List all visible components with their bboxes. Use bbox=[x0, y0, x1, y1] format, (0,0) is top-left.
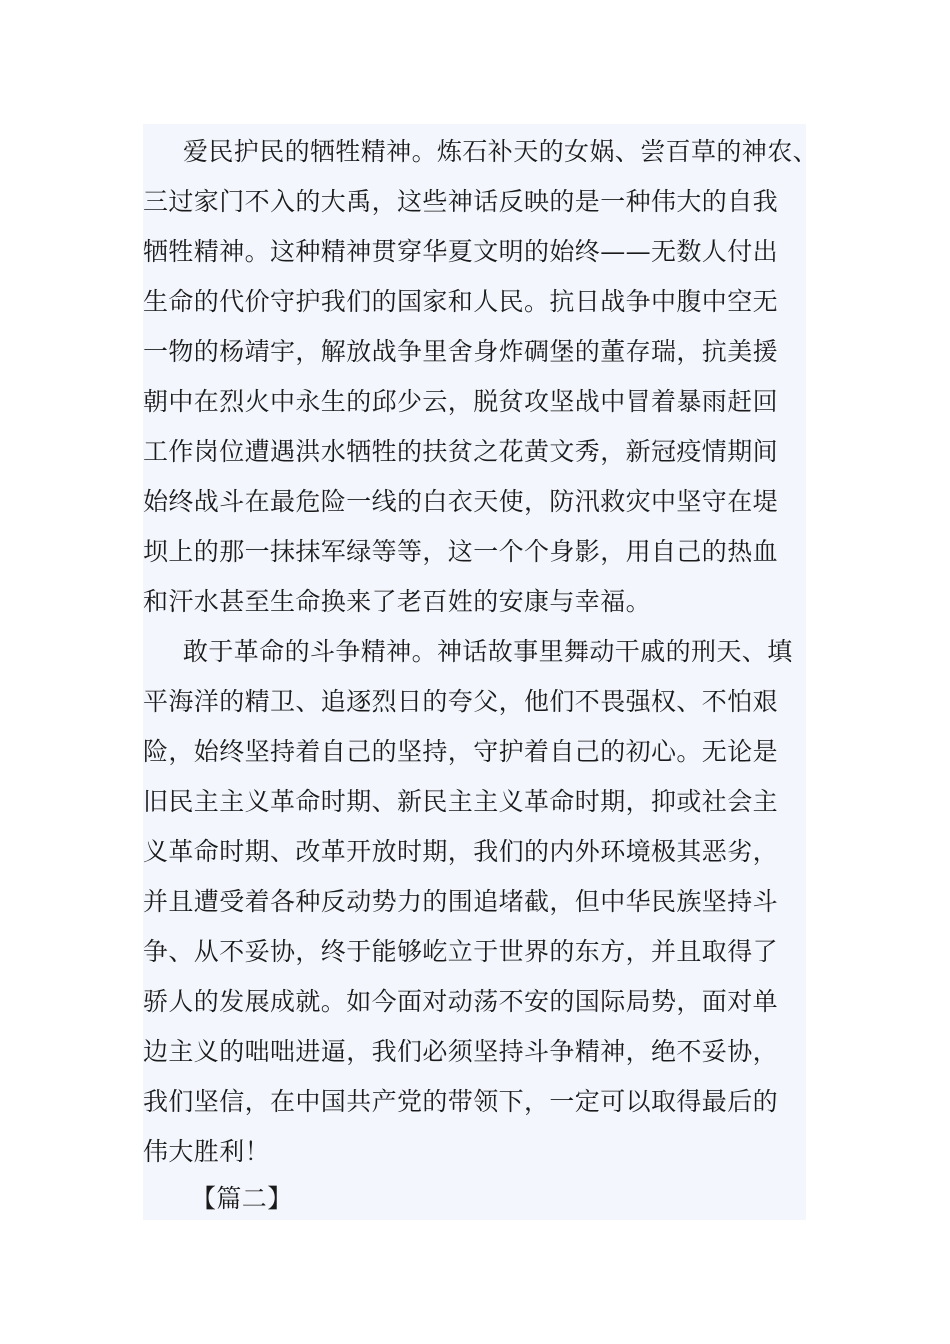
paragraph-2-line-10: 我们坚信，在中国共产党的带领下，一定可以取得最后的 bbox=[143, 1087, 779, 1116]
paragraph-1-line-6: 朝中在烈火中永生的邱少云，脱贫攻坚战中冒着暴雨赶回 bbox=[143, 387, 779, 416]
paragraph-1-line-5: 一物的杨靖宇，解放战争里舍身炸碉堡的董存瑞，抗美援 bbox=[143, 337, 779, 366]
paragraph-2-line-7: 争、从不妥协，终于能够屹立于世界的东方，并且取得了 bbox=[143, 937, 779, 966]
paragraph-1-line-9: 坝上的那一抹抹军绿等等，这一个个身影，用自己的热血 bbox=[143, 537, 779, 566]
paragraph-2-line-2: 平海洋的精卫、追逐烈日的夸父，他们不畏强权、不怕艰 bbox=[143, 687, 779, 716]
document-text-block bbox=[143, 124, 819, 1220]
paragraph-1-line-10: 和汗水甚至生命换来了老百姓的安康与幸福。 bbox=[143, 587, 652, 616]
paragraph-1-line-4: 生命的代价守护我们的国家和人民。抗日战争中腹中空无 bbox=[143, 287, 779, 316]
paragraph-1-line-7: 工作岗位遭遇洪水牺牲的扶贫之花黄文秀，新冠疫情期间 bbox=[143, 437, 779, 466]
section-heading: 【篇二】 bbox=[191, 1184, 293, 1213]
paragraph-2-line-11: 伟大胜利！ bbox=[143, 1137, 271, 1166]
paragraph-1-line-2: 三过家门不入的大禹，这些神话反映的是一种伟大的自我 bbox=[143, 187, 779, 216]
paragraph-1-line-8: 始终战斗在最危险一线的白衣天使，防汛救灾中坚守在堤 bbox=[143, 487, 779, 516]
paragraph-2-line-9: 边主义的咄咄进逼，我们必须坚持斗争精神，绝不妥协， bbox=[143, 1037, 779, 1066]
paragraph-2-line-5: 义革命时期、改革开放时期，我们的内外环境极其恶劣， bbox=[143, 837, 779, 866]
paragraph-1-line-3: 牺牲精神。这种精神贯穿华夏文明的始终——无数人付出 bbox=[143, 237, 779, 266]
paragraph-2-line-6: 并且遭受着各种反动势力的围追堵截，但中华民族坚持斗 bbox=[143, 887, 779, 916]
paragraph-2-line-3: 险，始终坚持着自己的坚持，守护着自己的初心。无论是 bbox=[143, 737, 779, 766]
paragraph-1-line-1: 爱民护民的牺牲精神。炼石补天的女娲、尝百草的神农、 bbox=[183, 137, 819, 166]
paragraph-2-line-8: 骄人的发展成就。如今面对动荡不安的国际局势，面对单 bbox=[143, 987, 779, 1016]
paragraph-2-line-4: 旧民主主义革命时期、新民主主义革命时期，抑或社会主 bbox=[143, 787, 779, 816]
paragraph-2-line-1: 敢于革命的斗争精神。神话故事里舞动干戚的刑天、填 bbox=[183, 637, 793, 666]
